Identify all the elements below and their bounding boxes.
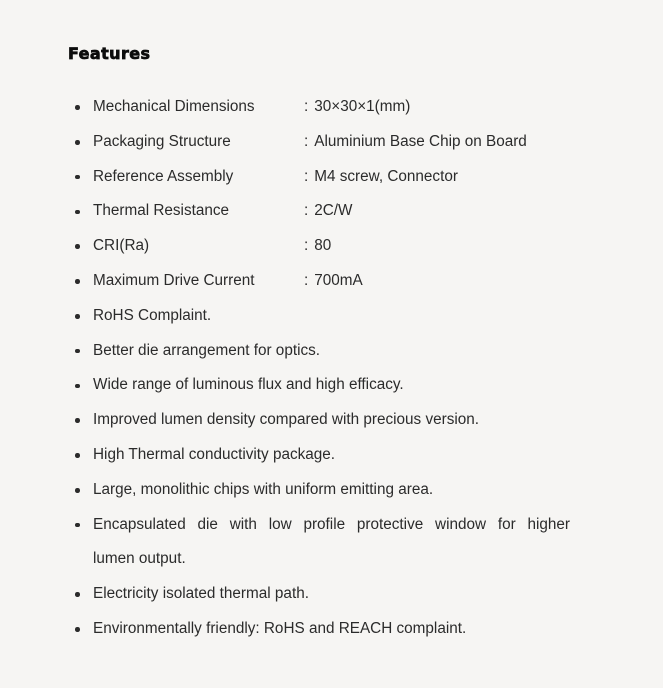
bullet-icon [75, 523, 80, 528]
spec-value [304, 90, 410, 125]
spec-item-packaging-structure [62, 125, 570, 160]
feature-text: Environmentally friendly: RoHS and REACH complaint. [93, 619, 467, 637]
feature-text: High Thermal conductivity package. [93, 445, 336, 463]
spec-label: Maximum Drive Current [93, 271, 255, 289]
spec-item-cri [62, 229, 570, 264]
feature-item-luminous-flux [62, 368, 570, 403]
feature-item-rohs [62, 299, 570, 334]
bullet-icon [75, 140, 80, 145]
bullet-icon [75, 314, 80, 319]
spec-value [304, 160, 458, 195]
spec-label: Thermal Resistance [93, 202, 230, 220]
spec-value [304, 194, 353, 229]
bullet-icon [75, 488, 80, 493]
colon-separator: : [304, 98, 309, 115]
feature-item-lumen-density [62, 403, 570, 438]
feature-text: Large, monolithic chips with uniform emitting area. [93, 480, 434, 498]
spec-value-text: M4 screw, Connector [314, 167, 458, 185]
features-list [62, 90, 570, 647]
feature-item-isolated-thermal-path [62, 577, 570, 612]
feature-item-die-arrangement [62, 334, 570, 369]
bullet-icon [75, 453, 80, 458]
feature-text: Wide range of luminous flux and high efficacy. [93, 376, 404, 394]
spec-value-text: 700mA [314, 271, 363, 289]
feature-item-encapsulated-die [62, 508, 570, 578]
spec-value [304, 229, 331, 264]
bullet-icon [75, 175, 80, 180]
spec-label: Mechanical Dimensions [93, 98, 255, 115]
spec-item-thermal-resistance [62, 194, 570, 229]
colon-separator: : [304, 202, 309, 220]
spec-value-text: 30×30×1(mm) [314, 98, 411, 115]
bullet-icon [75, 349, 80, 354]
feature-text: Improved lumen density compared with precious version. [93, 411, 479, 429]
colon-separator: : [304, 271, 309, 289]
bullet-icon [75, 592, 80, 597]
spec-label: Reference Assembly [93, 167, 234, 185]
bullet-icon [75, 105, 80, 110]
bullet-icon [75, 384, 80, 389]
feature-text-block [93, 508, 570, 578]
spec-value-text: Aluminium Base Chip on Board [314, 132, 527, 150]
bullet-icon [75, 244, 80, 249]
bullet-icon [75, 279, 80, 284]
feature-item-monolithic-chips [62, 473, 570, 508]
bullet-icon [75, 210, 80, 215]
colon-separator: : [304, 237, 309, 255]
spec-value-text: 2C/W [314, 202, 353, 220]
feature-item-environmentally-friendly [62, 612, 570, 647]
feature-text-line: Encapsulated die with low profile protective window for higher [93, 515, 570, 533]
bullet-icon [75, 627, 80, 632]
bullet-icon [75, 418, 80, 423]
features-heading: Features [68, 44, 151, 63]
spec-value [304, 264, 363, 299]
spec-label: Packaging Structure [93, 132, 231, 150]
spec-value [304, 125, 527, 160]
spec-item-max-drive-current [62, 264, 570, 299]
colon-separator: : [304, 167, 309, 185]
feature-text: RoHS Complaint. [93, 306, 212, 324]
feature-text: Better die arrangement for optics. [93, 341, 321, 359]
spec-item-mechanical-dimensions [62, 90, 570, 125]
feature-item-thermal-conductivity [62, 438, 570, 473]
spec-value-text: 80 [314, 237, 332, 255]
feature-text-line: lumen output. [93, 550, 186, 568]
feature-text: Electricity isolated thermal path. [93, 585, 309, 603]
colon-separator: : [304, 132, 309, 150]
spec-item-reference-assembly [62, 160, 570, 195]
spec-label: CRI(Ra) [93, 237, 150, 255]
